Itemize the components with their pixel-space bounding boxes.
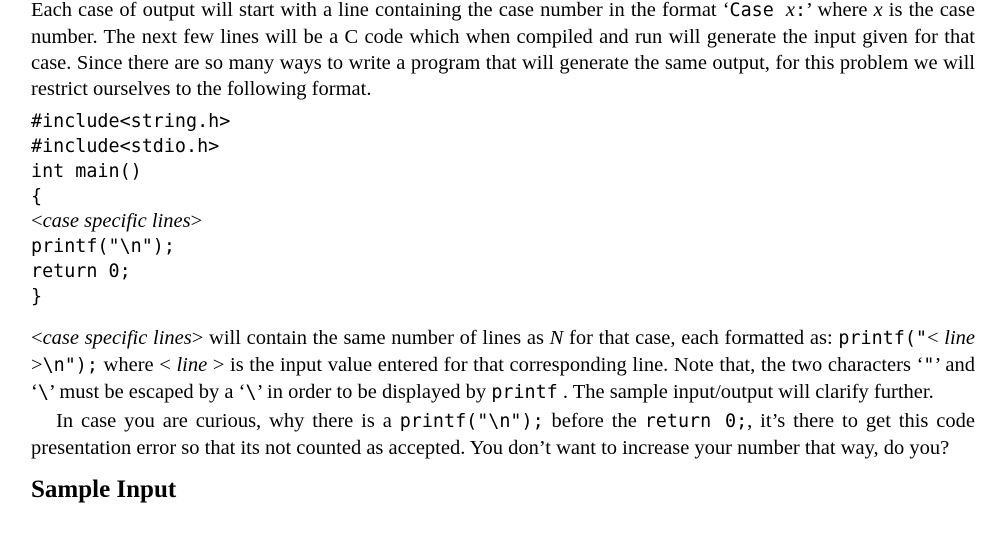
text-segment: <	[31, 210, 43, 232]
text-segment: case specific lines	[42, 327, 192, 349]
text-segment: Each case of output will start with a line containing the case number in the format ‘	[31, 0, 730, 21]
text-segment: ’ and ‘	[31, 354, 976, 403]
text-segment: <	[31, 327, 43, 349]
text-segment: , it’s there to get this code presentation error so that its not counted as accepted. You don’t want to increase your number that way, do you?	[31, 410, 975, 459]
text-segment: :	[794, 0, 807, 21]
text-segment: Case	[729, 0, 786, 21]
text-segment: return 0;	[644, 411, 748, 432]
paragraph-output-format	[31, 0, 975, 102]
text-segment: printf	[491, 382, 558, 403]
section-heading-sample-input: Sample Input	[31, 476, 177, 503]
text-segment: return 0;	[31, 261, 131, 282]
text-segment: \n");	[42, 355, 98, 376]
text-segment: ’ must be escaped by a ‘	[48, 381, 246, 403]
text-segment: \	[245, 382, 257, 403]
text-segment: printf("	[838, 328, 927, 349]
text-segment: line	[176, 354, 208, 376]
text-segment: }	[31, 286, 43, 307]
text-segment: for that case, each formatted as:	[563, 327, 839, 349]
text-segment: "	[923, 355, 935, 376]
text-segment: #include<string.h>	[31, 111, 231, 132]
text-segment: >	[190, 210, 203, 232]
code-line	[31, 284, 975, 309]
paragraph-presentation-error	[31, 408, 975, 461]
code-line	[31, 109, 975, 134]
text-segment: > will contain the same number of lines as	[191, 327, 550, 349]
text-segment: {	[31, 186, 43, 207]
text-segment: before the	[543, 410, 645, 432]
code-line	[31, 209, 975, 234]
code-line	[31, 259, 975, 284]
text-segment: In case you are curious, why there is a	[56, 410, 400, 432]
text-segment: printf("\n");	[31, 236, 175, 257]
text-segment: >	[31, 354, 43, 376]
text-segment: <	[159, 354, 177, 376]
code-template-block	[31, 109, 975, 309]
code-line	[31, 184, 975, 209]
text-segment: > is the input value entered for that corresponding line. Note that, the two characters ‘	[207, 354, 924, 376]
text-segment: x	[785, 0, 795, 21]
text-segment: . The sample input/output will clarify further.	[557, 381, 934, 403]
code-line	[31, 234, 975, 259]
text-segment: is the case number. The next few lines will be a C code which when compiled and run will generate the input given for that case. Since there are so many ways to write a program that will generate the same output, for this problem we will restrict ourselves to the following format.	[31, 0, 975, 100]
text-segment: case specific lines	[42, 210, 191, 232]
text-segment: \	[37, 382, 49, 403]
code-line	[31, 134, 975, 159]
text-segment: int main()	[31, 161, 142, 182]
text-segment: x	[873, 0, 883, 21]
text-segment: ’ where	[806, 0, 874, 21]
paragraph-case-lines-note	[31, 325, 975, 406]
text-segment: printf("\n");	[399, 411, 544, 432]
text-segment: N	[549, 327, 564, 349]
text-segment: <	[926, 327, 945, 349]
text-segment: where	[97, 354, 160, 376]
text-segment: #include<stdio.h>	[31, 136, 220, 157]
code-line	[31, 159, 975, 184]
text-segment: line	[944, 327, 975, 349]
text-segment: ’ in order to be displayed by	[256, 381, 492, 403]
